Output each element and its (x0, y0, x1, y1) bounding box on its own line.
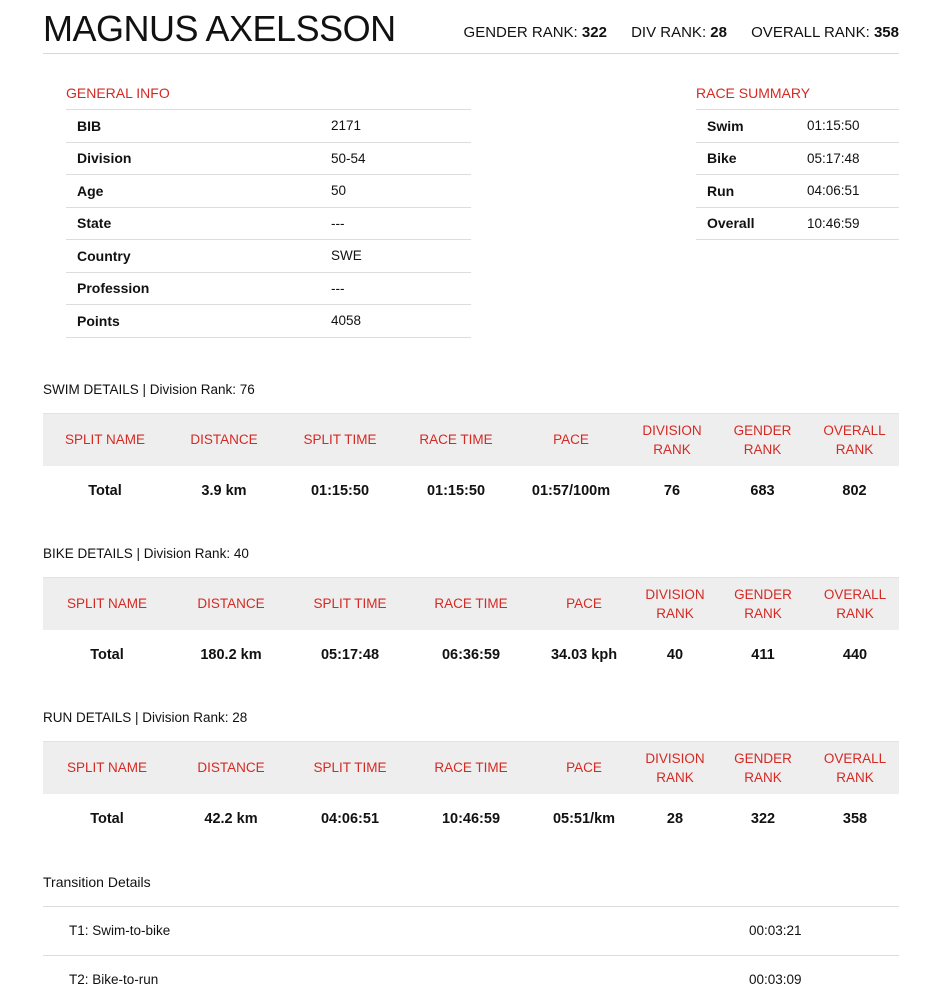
summary-row-overall (696, 207, 899, 240)
info-value: 50-54 (331, 150, 366, 166)
table-row (43, 630, 899, 680)
col-gender-rank-line2: RANK (744, 605, 782, 621)
col-distance: DISTANCE (171, 742, 291, 794)
info-value: 50 (331, 183, 347, 199)
summary-label: Swim (707, 117, 744, 134)
cell-race-time: 10:46:59 (441, 810, 501, 827)
info-value: --- (331, 215, 345, 231)
cell-overall-rank: 440 (842, 646, 868, 663)
cell-split-name: Total (90, 810, 124, 827)
swim-details-title: SWIM DETAILS | Division Rank: 76 (43, 382, 255, 397)
col-split-name: SPLIT NAME (43, 578, 171, 630)
summary-label: Bike (707, 150, 737, 167)
overall-rank-label: OVERALL RANK: (751, 24, 870, 41)
col-gender-rank (715, 742, 811, 794)
gender-rank-label: GENDER RANK: (463, 24, 578, 41)
info-row-bib (66, 110, 471, 143)
col-gender-rank-line1: GENDER (733, 422, 792, 438)
cell-split-name: Total (90, 646, 124, 663)
summary-row-swim (696, 110, 899, 143)
info-value: 4058 (331, 313, 362, 329)
cell-race-time: 06:36:59 (441, 646, 501, 663)
info-label: Country (77, 247, 131, 264)
col-division-rank-line1: DIVISION (642, 422, 702, 438)
gender-rank (464, 24, 607, 41)
col-race-time: RACE TIME (409, 742, 533, 794)
summary-label: Overall (707, 215, 755, 232)
transition-time: 00:03:21 (749, 923, 802, 938)
col-split-time: SPLIT TIME (281, 414, 399, 466)
info-value: --- (331, 280, 345, 296)
info-label: Profession (77, 280, 150, 297)
cell-pace: 01:57/100m (531, 482, 611, 499)
col-overall-rank-line1: OVERALL (823, 586, 887, 602)
summary-value: 01:15:50 (807, 118, 860, 134)
col-overall-rank-line2: RANK (836, 769, 874, 785)
info-row-country (66, 240, 471, 273)
info-value: 2171 (331, 118, 362, 134)
table-header-row (43, 742, 899, 794)
div-rank-value: 28 (710, 24, 727, 41)
info-label: BIB (77, 117, 102, 134)
div-rank-label: DIV RANK: (631, 24, 707, 41)
transition-time: 00:03:09 (749, 972, 802, 987)
bike-details-title: BIKE DETAILS | Division Rank: 40 (43, 546, 249, 561)
info-label: Points (77, 312, 120, 329)
col-overall-rank-line1: OVERALL (823, 422, 886, 438)
col-distance: DISTANCE (171, 578, 291, 630)
col-division-rank-line1: DIVISION (645, 586, 705, 602)
cell-division-rank: 28 (666, 810, 684, 827)
info-label: Age (77, 182, 104, 199)
general-info-table (66, 109, 471, 338)
athlete-header (43, 4, 899, 54)
overall-rank (751, 24, 899, 41)
race-summary-table (696, 109, 899, 240)
col-overall-rank (811, 578, 899, 630)
cell-split-time: 04:06:51 (320, 810, 380, 827)
run-details-table (43, 741, 899, 844)
cell-gender-rank: 411 (751, 646, 775, 663)
summary-value: 05:17:48 (807, 150, 860, 166)
table-header-row (43, 414, 899, 466)
col-pace: PACE (533, 578, 635, 630)
info-label: State (77, 215, 112, 232)
overall-rank-value: 358 (873, 24, 899, 41)
col-gender-rank (715, 578, 811, 630)
swim-details-table (43, 413, 899, 516)
info-row-profession (66, 272, 471, 305)
cell-distance: 42.2 km (204, 810, 258, 827)
transition-row-t1 (43, 906, 899, 955)
col-overall-rank-line1: OVERALL (823, 750, 887, 766)
cell-gender-rank: 322 (750, 810, 776, 827)
cell-division-rank: 40 (666, 646, 684, 663)
athlete-name: MAGNUS AXELSSON (43, 8, 396, 49)
race-summary-heading: RACE SUMMARY (696, 85, 811, 101)
col-gender-rank-line1: GENDER (734, 750, 792, 766)
table-row (43, 466, 899, 516)
rank-summary (444, 24, 899, 41)
col-split-name: SPLIT NAME (43, 742, 171, 794)
col-overall-rank-line2: RANK (836, 605, 874, 621)
col-division-rank-line2: RANK (656, 769, 694, 785)
col-gender-rank-line2: RANK (743, 441, 782, 457)
cell-division-rank: 76 (663, 482, 681, 499)
transition-label: T2: Bike-to-run (69, 972, 159, 987)
transition-label: T1: Swim-to-bike (69, 923, 171, 938)
col-split-time: SPLIT TIME (291, 578, 409, 630)
col-overall-rank-line2: RANK (835, 441, 874, 457)
info-value: SWE (331, 248, 362, 264)
col-race-time: RACE TIME (409, 578, 533, 630)
col-overall-rank (810, 414, 899, 466)
cell-distance: 180.2 km (200, 646, 262, 663)
cell-race-time: 01:15:50 (426, 482, 486, 499)
summary-row-run (696, 175, 899, 208)
col-division-rank-line1: DIVISION (645, 750, 705, 766)
cell-gender-rank: 683 (750, 482, 775, 499)
info-row-points (66, 305, 471, 338)
table-row (43, 794, 899, 844)
cell-distance: 3.9 km (201, 482, 247, 499)
col-division-rank (629, 414, 715, 466)
general-info-heading: GENERAL INFO (66, 85, 170, 101)
col-split-time: SPLIT TIME (291, 742, 409, 794)
cell-split-time: 05:17:48 (320, 646, 380, 663)
col-pace: PACE (513, 414, 629, 466)
col-split-name: SPLIT NAME (43, 414, 167, 466)
bike-details-table (43, 577, 899, 680)
info-row-age (66, 175, 471, 208)
col-division-rank (635, 578, 715, 630)
cell-pace: 34.03 kph (550, 646, 618, 663)
run-details-title: RUN DETAILS | Division Rank: 28 (43, 710, 248, 725)
col-overall-rank (811, 742, 899, 794)
cell-overall-rank: 802 (842, 482, 867, 499)
col-division-rank-line2: RANK (656, 605, 694, 621)
summary-row-bike (696, 142, 899, 175)
col-pace: PACE (533, 742, 635, 794)
col-gender-rank-line2: RANK (744, 769, 782, 785)
summary-value: 10:46:59 (807, 215, 860, 231)
cell-overall-rank: 358 (842, 810, 868, 827)
col-distance: DISTANCE (167, 414, 281, 466)
transition-row-t2 (43, 955, 899, 991)
table-header-row (43, 578, 899, 630)
transition-details-title: Transition Details (43, 874, 151, 890)
col-division-rank-line2: RANK (653, 441, 691, 457)
col-race-time: RACE TIME (399, 414, 513, 466)
info-row-division (66, 142, 471, 175)
summary-value: 04:06:51 (807, 183, 860, 199)
summary-label: Run (707, 182, 735, 199)
col-gender-rank-line1: GENDER (734, 586, 792, 602)
col-division-rank (635, 742, 715, 794)
cell-split-name: Total (88, 482, 122, 499)
col-gender-rank (715, 414, 810, 466)
cell-split-time: 01:15:50 (310, 482, 370, 499)
cell-pace: 05:51/km (552, 810, 616, 827)
info-row-state (66, 207, 471, 240)
gender-rank-value: 322 (581, 24, 607, 41)
info-label: Division (77, 150, 132, 167)
div-rank (631, 24, 727, 41)
